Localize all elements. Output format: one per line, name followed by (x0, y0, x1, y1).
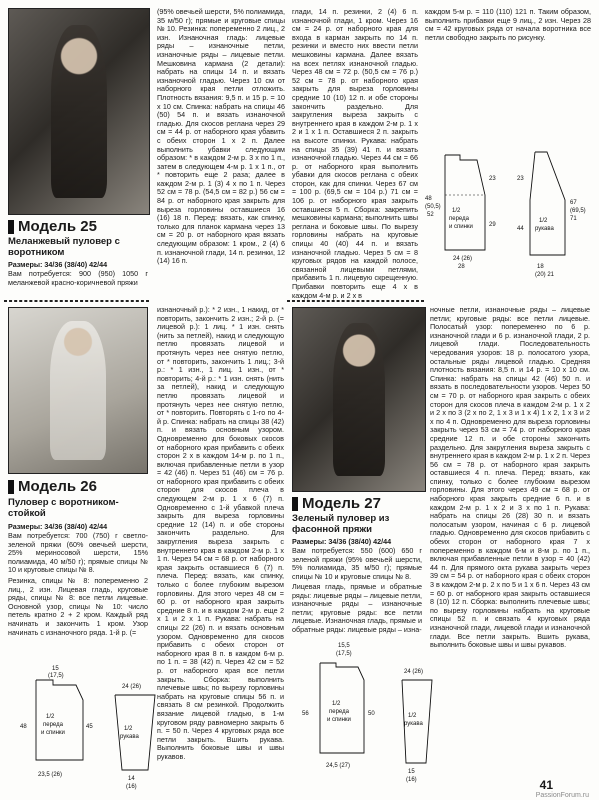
svg-text:23,5 (26): 23,5 (26) (38, 772, 63, 778)
svg-text:18: 18 (537, 264, 544, 270)
svg-text:14: 14 (128, 776, 135, 782)
svg-text:переда: переда (449, 216, 469, 222)
model-25-title: Модель 25 (8, 218, 97, 235)
svg-text:1/2: 1/2 (539, 218, 548, 224)
section-divider-model-27 (287, 300, 424, 302)
model-27-text-col-2: ночные петли, изнаночные ряды – лицевые петли; круговые ряды: все петли лицевые. Полосатый узор: попеременно по 6 р. изнаночной глади и 6 р. изнаночной глади, 2 р. лицевой глади. Последовательность чередования узоров: 18 р. полосатого узора, остальные ряды лицевой гладью. Средняя плотность вязания: 8,5 п. и 14 р. = 10 х 10 см. Спинка: набрать на спицы 42 (46) 50 п. и вязать в последовательности узоров. Через 50 см = 70 р. от наборного края закрыть с обеих сторон для скосов плеча в каждом 2-м р. 1 х 2 и 2 х по 3 (2 х по 2, 1 х 3 и 1 х 4) 1 х 2, 1 х 3 и 2 х по 4 п. Одновременно для выреза горловины закрыть через 53 см = 74 р. от наборного края средние 12 п. и обе стороны закончить раздельно. Для закругления выреза закрыть с внутреннего края в каждом 2-м р. 1 х 2 п. Через 56 см = 78 р. от наборного края закрыть оставшиеся 4 п. плеча. Перед: вязать, как спинку, только с более глубоким вырезом горловины. Для этого через 49 см = 68 р. от наборного края закрыть средние 6 п. и в каждом 2-м р. 1 х 2 и 3 х по 1 п. Рукава: набрать на спицы 26 (28) 30 п. и вязать полосатым узором, начиная с 6 р. лицевой гладью. Одновременно для скосов прибавить с обеих сторон от наборного края 7 х попеременно в каждом 6-м и 8-м р. по 1 п., включая прибавленные петли в узор = 40 (42) 44 п. Для прямого окта рукава закрыть через 39 см = 54 р. от наборного края с обеих сторон 3 в каждом 2-м р. 2 х по 5 и 1 х 6 п. Через 43 см = 60 р. от наборного края закрыть оставшиеся 8 (10) 12 п. Сборка: выполнить плечевые швы; по вырезу горловины набрать на круговые спицы 52 п. и связать 4 круговых ряда изнаночной глади, лицевой глади и изнаночной глади. Все петли закрыть. Вшить рукава, выполнить боковые швы и швы рукавов. (430, 305, 590, 650)
svg-text:1/2: 1/2 (332, 701, 341, 707)
svg-text:24,5 (27): 24,5 (27) (326, 763, 351, 769)
svg-text:и спинки: и спинки (327, 717, 351, 723)
svg-text:(20) 21: (20) 21 (535, 272, 555, 278)
model-26-pattern-sleeve (110, 660, 160, 790)
model-26-text-col-2: изнаночный р.): * 2 изн., 1 накид, от * повторить, закончить 2 изн.; 2-й р. (= лицевой р.): 1 лиц. * 1 изн. снять (нить за петлей), накид и следующую петлю провязать лицевой и протянуть через нее снятую петлю, от * повторить, закончить 1 лиц.; 3-й р.: * 1 изн., 1 лиц. 1 изн., от * повторить; 4-й р.: * 1 изн. снять (нить за петлей), накид и следующую петлю провязать лицевой и протянуть через нее снятую петлю, от * повторить. Повторять с 1-го по 4-й р. Спинка: набрать на спицы 38 (42) п. и вязать основным узором. Одновременно для боковых скосов от наборного края прибавить с обеих сторон 2 х в каждом 14-м р. по 1 п., включая прибавленные петли в узор = 42 (46) п. Через 51 (46) см = 76 р. от наборного края прибавить с обеих сторон для скосов плеча в следующем 2-м р. 1 х 6 (7) п. Одновременно с 1-й убавкой плеча закрыть для выреза горловины средние 12 (14) п. и обе стороны закончить раздельно. Для закругления выреза закрыть с внутреннего края в каждом 2-м р. 1 х 1 п. Через 54 см = 68 р. от наборного края закрыть оставшиеся 6 (7) п. плеча. Перед: вязать, как спинку, только с более глубоким вырезом горловины. Для этого через 48 см = 60 р. от наборного края закрыть средние 8 п. и в каждом 2-м р. еще 2 х 1 и 2 х 1 п. Рукава: набрать на спицы 22 (26) п. и вязать основным узором. Одновременно для скосов прибавить с обеих сторон от наборного края 8 п. в каждом 6-м р. по 1 п. = 38 (42) п. Через 42 см = 52 р. от наборного края все петли закрыть. Сборка: выполнить плечевые швы; по вырезу горловины набрать на круговые спицы 56 п. и связать 8 см резинкой. Продолжить вязание лицевой гладью, в 1-м круговом ряду равномерно закрыть 6 п. = 50 п. Через 4 круговых ряда все петли закрыть. Вшить рукава. Выполнить боковые швы и швы рукавов. (157, 305, 284, 761)
svg-text:23: 23 (489, 176, 496, 182)
model-27-pattern-sleeve (394, 635, 444, 785)
svg-text:рукава: рукава (404, 721, 423, 727)
model-25-materials: Вам потребуется: 900 (950) 1050 г меланжевой красно-коричневой пряжи (8, 269, 148, 287)
model-25-text-col-1: (95% овечьей шерсти, 5% полиамида, 35 м/50 г); прямые и круговые спицы № 10. Резинка: попеременно 2 лиц., 2 изн. Изнаночная гладь: лицевые ряды – изнаночные петли, изнаночные ряды – лицевые петли. Мешковина кармана (2 детали): набрать на спицы 14 п. и вязать изнаночной гладью. Через 10 см от наборного края петли отложить. Плотность вязания: 9,5 п. и 15 р. = 10 х 10 см. Спинка: набрать на спицы 46 (50) 54 п. и вязать изнаночной гладью. Для скосов реглана через 29 см = 44 р. от наборного края убавить с обеих сторон 1 х 2 п. Далее выполнить убавки следующим образом: * в каждом 2-м р. 3 х по 1 п., затем в следующем 4-м р. 1 х 1 п., от * повторить еще 2 раза; далее в каждом 2-м р. 1 (3) 4 х по 1 п. Через 52 см = 78 р. (54,5 см = 82 р.) 56 см = 84 р. от наборного края закрыть для выреза горловины оставшиеся 16 (16) 18 п. Перед: вязать, как спинку, только для планок кармана через 13 см = 20 р. от наборного края вязать следующим образом: 1 кром., 2 (4) 6 п. изнаночной глади, 14 п. резинки, 12 (14) 16 п. (157, 7, 285, 266)
svg-text:1/2: 1/2 (452, 208, 461, 214)
model-27-materials: Вам потребуется: 550 (600) 650 г зеленой пряжи (95% овечьей шерсти, 5% полиамида, 35 м/50 г); прямые спицы № 10 и круговые спицы № 8. (292, 546, 422, 581)
svg-text:23: 23 (517, 176, 524, 182)
svg-text:1/2: 1/2 (124, 726, 133, 732)
svg-text:рукава: рукава (535, 226, 554, 232)
svg-text:15,5: 15,5 (338, 643, 350, 649)
svg-text:29: 29 (489, 222, 496, 228)
svg-text:(16): (16) (406, 777, 417, 783)
photo-model-27 (292, 307, 426, 492)
model-27-pattern-front-back (292, 635, 392, 785)
svg-text:переда: переда (43, 722, 63, 728)
svg-text:24 (26): 24 (26) (453, 256, 473, 262)
photo-model-25 (8, 8, 150, 215)
model-26-subtitle: Пуловер с воротником-стойкой (8, 497, 119, 519)
svg-text:52: 52 (427, 212, 434, 218)
model-26-sizes: Размеры: 34/36 (38/40) 42/44 (8, 522, 108, 531)
svg-text:15: 15 (408, 769, 415, 775)
model-25-text-col-2: глади, 14 п. резинки, 2 (4) 6 п. изнаночной глади, 1 кром. Через 16 см = 24 р. от наборного края для входа в карман закрыть по 14 п. резинки и вместо них ввести петли мешковины кармана. Далее вязать на всех петлях изнаночной гладью. Через 48 см = 72 р. (50,5 см = 76 р.) 52 см = 78 р. от наборного края закрыть для выреза горловины средние 10 (10) 12 п. и обе стороны закончить раздельно. Для закругления выреза закрыть с внутреннего края в каждом 2-м р. 1 х 2 и 1 х 1 п. Оставшиеся 2 п. закрыть на высоте спинки. Рукава: набрать на спицы 35 (39) 41 п. и вязать изнаночной гладью. Через 44 см = 66 р. от наборного края выполнить убавки для скосов реглана с обеих сторон, как для спинки. Через 67 см = 100 р. (69,5 см = 104 р.) 71 см = 106 р. от наборного края закрыть оставшиеся 5 п. Сборка: закрепить мешковины кармана; выполнить швы реглана и боковые швы. По вырезу горловины набрать на круговые спицы 40 (40) 44 п. и вязать изнаночной гладью. Через 5 см = 8 круговых рядов на каждой полосе, связанной лицевыми петлями, прибавить 1 п. лицевую скрещенную. Прибавки повторить еще 4 х в каждом 4-м р. и 2 х в (292, 7, 418, 300)
watermark: PassionForum.ru (535, 792, 589, 799)
model-26-materials: Вам потребуется: 700 (750) г светло-зеленой пряжи (60% овечьей шерсти, 25% мериносовой шерсти, 15% полиамида, 40 м/50 г); прямые спицы № 10 и круговые спицы № 8. (8, 531, 148, 575)
svg-text:рукава: рукава (120, 734, 139, 740)
svg-text:15: 15 (52, 666, 59, 672)
svg-text:48: 48 (425, 196, 432, 202)
model-27-sizes: Размеры: 34/36 (38/40) 42/44 (292, 537, 392, 546)
svg-text:(16): (16) (126, 784, 137, 790)
svg-text:28: 28 (458, 264, 465, 270)
model-26-pattern-front-back (8, 660, 108, 790)
svg-text:(17,5): (17,5) (48, 673, 64, 679)
svg-text:и спинки: и спинки (449, 224, 473, 230)
section-divider-model-26 (4, 300, 149, 302)
svg-text:50: 50 (368, 711, 375, 717)
model-25-sizes: Размеры: 34/36 (38/40) 42/44 (8, 260, 108, 269)
svg-text:1/2: 1/2 (408, 713, 417, 719)
model-25-subtitle: Меланжевый пуловер с воротником (8, 236, 120, 258)
model-25-pattern-sleeve (515, 140, 595, 290)
svg-text:и спинки: и спинки (41, 730, 65, 736)
svg-text:48: 48 (20, 724, 27, 730)
model-27-subtitle: Зеленый пуловер из фасонной пряжи (292, 513, 390, 535)
model-27-text-col-1: Лицевая гладь, прямые и обратные ряды: лицевые ряды – лицевые петли, изнаночные ряды – изнаночные петли; круговые ряды: все петли лицевые. Изнаночная гладь, прямые и обратные ряды: лицевые ряды – изна- (292, 582, 422, 634)
svg-text:переда: переда (329, 709, 349, 715)
model-25-text-col-3: каждом 5-м р. = 110 (110) 121 п. Таким образом, выполнить прибавки еще 9 лиц., 2 изн. Через 28 см = 42 круговых ряда от начала воротника все петли свободно закрыть по рисунку. (425, 7, 591, 42)
svg-text:56: 56 (302, 711, 309, 717)
svg-text:1/2: 1/2 (46, 714, 55, 720)
svg-text:(50,5): (50,5) (425, 204, 441, 210)
page-number: 41 (539, 778, 553, 792)
svg-text:(69,5): (69,5) (570, 208, 586, 214)
svg-text:24 (26): 24 (26) (122, 684, 142, 690)
model-27-title: Модель 27 (292, 495, 381, 512)
svg-text:44: 44 (517, 226, 524, 232)
svg-text:71: 71 (570, 216, 577, 222)
model-26-title: Модель 26 (8, 478, 97, 495)
svg-text:(17,5): (17,5) (336, 651, 352, 657)
model-25-pattern-front-back (425, 140, 515, 290)
svg-text:45: 45 (86, 724, 93, 730)
model-26-text-col-1: Резинка, спицы № 8: попеременно 2 лиц., 2 изн. Лицевая гладь, круговые ряды, спицы № 8: все петли лицевые. Основной узор, спицы № 10: число петель кратно 2 + 2 кром. Каждый ряд начинать и закончить 1 кром. Узор начинать с изнаночного ряда. 1-й р. (= (8, 576, 148, 637)
photo-model-26 (8, 307, 148, 474)
svg-text:24 (26): 24 (26) (404, 669, 424, 675)
svg-text:67: 67 (570, 200, 577, 206)
